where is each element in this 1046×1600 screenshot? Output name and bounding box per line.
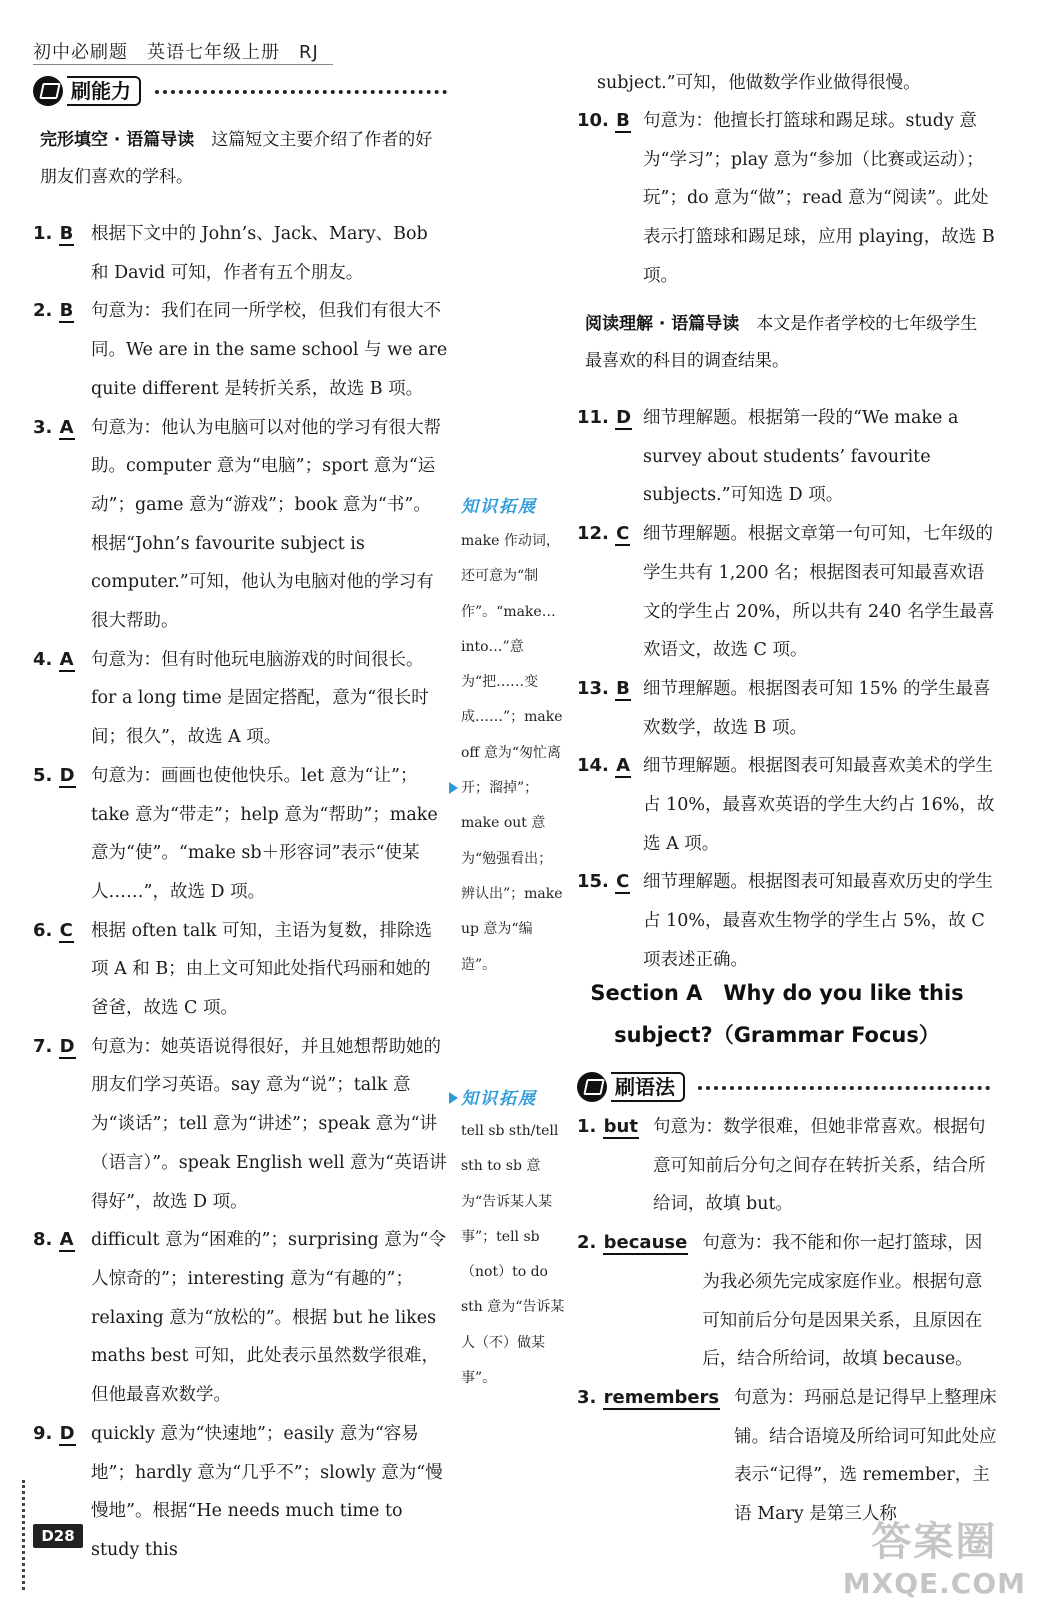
item-number: 1. [33, 223, 53, 244]
answer-key: A [616, 755, 631, 777]
answer-number [33, 409, 91, 641]
dotted-divider [698, 1086, 990, 1090]
watermark [843, 1510, 1026, 1600]
explanation-text: 细节理解题。根据第一段的“We make a survey about students’ favourite subjects.”可知选 D 项。 [643, 408, 959, 506]
answer-number [577, 1224, 688, 1379]
answer-item [33, 641, 448, 757]
answer-key: C [616, 523, 630, 545]
book-title: 初中必刷题 英语七年级上册 RJ [33, 42, 319, 63]
answer-item [577, 102, 997, 296]
answer-number [577, 747, 643, 863]
answer-item [577, 747, 997, 863]
answer-key: A [59, 1229, 74, 1251]
answer-item [577, 670, 997, 747]
explanation-text: 根据 often talk 可知，主语为复数，排除选项 A 和 B；由上文可知此处指代玛丽和她的爸爸，故选 C 项。 [91, 920, 433, 1019]
answer-item [33, 912, 448, 1028]
explanation-text: 句意为：数学很难，但她非常喜欢。根据句意可知前后分句之间存在转折关系，结合所给词，故填 but。 [652, 1117, 986, 1215]
answer-number [33, 215, 91, 292]
answer-key: B [59, 223, 74, 244]
explanation-text: 句意为：他擅长打篮球和踢足球。study 意为“学习”；play 意为“参加（比赛或运动）；玩”；do 意为“做”；read 意为“阅读”。此处表示打篮球和踢足球，应用 playing，故选 B 项。 [643, 111, 995, 286]
item-number: 6. [33, 919, 53, 941]
knowledge-note-1: make 作动词，还可意为“制作”。“make… into…”意为“把……变成……”；make off 意为“匆忙离开；溜掉”；make out 意为“勉强看出；辨认出”；make up 意为“编造”。 [461, 533, 563, 973]
answer-key: A [59, 648, 74, 670]
right-answer-list-b [577, 399, 997, 980]
answer-key: D [59, 1422, 75, 1444]
answer-number [33, 641, 91, 757]
explanation-text: 句意为：她英语说得很好，并且她想帮助她的朋友们学习英语。say 意为“说”；talk 意为“谈话”；tell 意为“讲述”；speak 意为“讲（语言）”。speak English well 意为“英语讲得好”，故选 D 项。 [91, 1036, 447, 1212]
section-title-line-1: Section A Why do you like this [590, 981, 964, 1005]
watermark-url: MXQE.COM [842, 1567, 1026, 1600]
item-number: 15. [577, 871, 609, 893]
explanation-text: quickly 意为“快速地”；easily 意为“容易地”；hardly 意为“几乎不”；slowly 意为“慢慢地”。根据“He needs much time to study this [91, 1423, 443, 1560]
answer-item [577, 399, 997, 515]
answer-key: C [59, 919, 73, 941]
explanation-text: 句意为：他认为电脑可以对他的学习有很大帮助。computer 意为“电脑”；sport 意为“运动”；game 意为“游戏”；book 意为“书”。根据“John’s favourite subject is computer.”可知，他认为电脑对他的学习有很大帮助。 [91, 417, 441, 632]
answer-number [33, 912, 91, 1028]
section-title [577, 972, 977, 1056]
answer-number [577, 670, 643, 747]
badge-label: 刷语法 [611, 1072, 685, 1102]
explanation-text: 句意为：我不能和你一起打篮球，因为我必须先完成家庭作业。根据句意可知前后分句是因果关系，且原因在后，结合所给词，故填 because。 [702, 1233, 983, 1370]
reading-intro-label: 阅读理解 · 语篇导读 [585, 314, 740, 334]
explanation-text: 句意为：但有时他玩电脑游戏的时间很长。for a long time 是固定搭配，意为“很长时间；很久”，故选 A 项。 [91, 649, 429, 748]
item-number: 4. [33, 648, 53, 670]
answer-number [33, 1028, 91, 1222]
answer-key: D [59, 1035, 75, 1057]
pen-icon [33, 76, 63, 106]
explanation-text: 句意为：我们在同一所学校，但我们有很大不同。We are in the same school 与 we are quite different 是转折关系，故选 B 项。 [91, 301, 448, 399]
answer-number [33, 292, 91, 408]
item-number: 3. [577, 1386, 597, 1408]
answer-key: remembers [603, 1386, 720, 1408]
item-number: 3. [33, 416, 53, 438]
answer-number [577, 399, 643, 515]
explanation-text: 细节理解题。根据图表可知 15% 的学生最喜欢数学，故选 B 项。 [643, 678, 991, 738]
answer-key: D [59, 764, 75, 786]
section-title-line-2: subject?（Grammar Focus） [614, 1023, 940, 1047]
item-number: 2. [33, 300, 53, 322]
knowledge-note-2: tell sb sth/tell sth to sb 意为“告诉某人某事”；tell sb（not）to do sth 意为“告诉某人（不）做某事”。 [461, 1123, 565, 1387]
item-number: 13. [577, 677, 609, 699]
answer-item [577, 515, 997, 670]
right-answer-list-c [577, 1108, 997, 1534]
explanation-text: 根据下文中的 John’s、Jack、Mary、Bob 和 David 可知，作者有五个朋友。 [91, 224, 428, 283]
item-number: 7. [33, 1035, 53, 1057]
answer-key: because [603, 1232, 688, 1254]
explanation-text: 细节理解题。根据文章第一句可知，七年级的学生共有 1,200 名；根据图表可知最喜欢语文的学生占 20%，所以共有 240 名学生最喜欢语文，故选 C 项。 [643, 524, 995, 661]
answer-item [577, 1108, 997, 1224]
explanation-text: 细节理解题。根据图表可知最喜欢美术的学生占 10%，最喜欢英语的学生大约占 16%，故选 A 项。 [643, 756, 995, 854]
explanation-text: difficult 意为“困难的”；surprising 意为“令人惊奇的”；interesting 意为“有趣的”；relaxing 意为“放松的”。根据 but he likes maths best 可知，此处表示虽然数学很难，但他最喜欢数学。 [91, 1230, 446, 1406]
reading-intro-text: 本文是作者学校的七年级学生最喜欢的科目的调查结果。 [585, 314, 978, 371]
answer-number [33, 1221, 91, 1415]
answer-key: C [616, 871, 630, 893]
knowledge-title-2: 知识拓展 [461, 1089, 537, 1109]
explanation-text: 细节理解题。根据图表可知最喜欢历史的学生占 10%，最喜欢生物学的学生占 5%，故 C 项表述正确。 [643, 872, 993, 970]
answer-number [577, 515, 643, 670]
answer-number [577, 1379, 720, 1534]
answer-item [577, 1224, 997, 1379]
knowledge-title-1: 知识拓展 [461, 497, 537, 517]
answer-item [33, 757, 448, 912]
answer-key: B [616, 677, 630, 699]
cloze-intro-text: 这篇短文主要介绍了作者的好朋友们喜欢的学科。 [40, 130, 433, 187]
margin-dotted-line [22, 1480, 25, 1590]
answer-key: A [59, 416, 74, 438]
cloze-intro-label: 完形填空 · 语篇导读 [40, 130, 195, 150]
answer-number [33, 757, 91, 912]
left-answer-list [33, 215, 448, 1570]
item-number: 2. [577, 1232, 597, 1254]
item-number: 9. [33, 1422, 53, 1444]
answer-key: D [616, 407, 632, 428]
page-number: D28 [33, 1524, 83, 1548]
section-badge-ability [33, 76, 141, 106]
item-number: 12. [577, 523, 609, 545]
answer-key: B [59, 300, 74, 322]
right-answer-list-a [577, 102, 997, 296]
item-number: 8. [33, 1229, 53, 1251]
answer-item [577, 863, 997, 979]
answer-item [33, 292, 448, 408]
section-badge-grammar [577, 1072, 685, 1102]
header-divider [33, 64, 333, 65]
answer-key: B [616, 110, 630, 131]
pen-icon [577, 1072, 607, 1102]
explanation-text: 句意为：玛丽总是记得早上整理床铺。结合语境及所给词可知此处应表示“记得”，选 remember，主语 Mary 是第三人称 [734, 1387, 997, 1525]
explanation-text: 句意为：画画也使他快乐。let 意为“让”；take 意为“带走”；help 意为“帮助”；make 意为“使”。“make sb＋形容词”表示“使某人……”，故选 D 项。 [91, 765, 438, 902]
item-number: 10. [577, 110, 609, 131]
pointer-arrow-icon [449, 1092, 458, 1104]
answer-item [33, 409, 448, 641]
answer-item [33, 1028, 448, 1222]
item-number: 1. [577, 1116, 597, 1137]
answer-number [577, 863, 643, 979]
answer-item [33, 1221, 448, 1415]
reading-intro [585, 306, 990, 380]
dotted-divider [155, 90, 447, 94]
badge-label: 刷能力 [67, 76, 141, 106]
answer-number [577, 1108, 639, 1224]
item-number: 14. [577, 755, 609, 777]
answer-number [577, 102, 643, 296]
answer-item [33, 1415, 448, 1570]
pointer-arrow-icon [449, 782, 458, 794]
continued-text: subject.”可知，他做数学作业做得很慢。 [597, 73, 921, 93]
item-number: 5. [33, 764, 53, 786]
answer-key: but [603, 1116, 638, 1137]
item-number: 11. [577, 407, 609, 428]
answer-item [33, 215, 448, 292]
watermark-brand: 答案圈 [871, 1519, 998, 1565]
cloze-intro [40, 122, 445, 196]
